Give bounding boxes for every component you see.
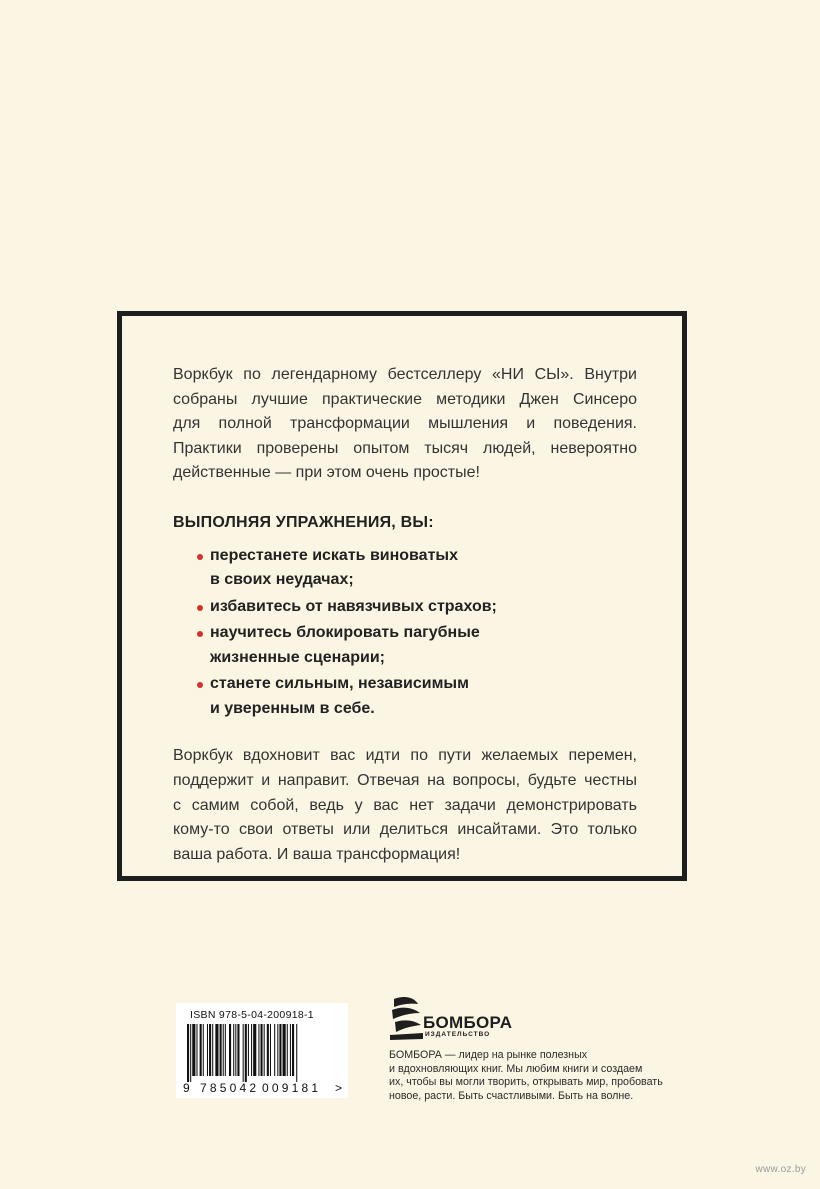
barcode-bar [264,1024,265,1076]
barcode-bar [253,1024,256,1076]
red-bullet-icon [197,682,203,688]
publisher-logo-name: БОМБОРА [423,1013,513,1032]
barcode-bar [274,1024,275,1076]
barcode-bar [287,1024,288,1076]
publisher-about [389,1049,689,1103]
intro-line: Воркбук по легендарному бестселлеру «НИ СЫ». Внутри [173,366,637,383]
barcode-left-digits: 785042 [200,1081,260,1095]
benefit-item: научитесь блокировать пагубные жизненные сценарии; [173,621,637,670]
exercises-heading: ВЫПОЛНЯЯ УПРАЖНЕНИЯ, ВЫ: [173,513,434,531]
barcode-bar [292,1024,294,1076]
barcode-bar [243,1024,244,1082]
barcode-bar [279,1024,281,1076]
publisher-about-line: и вдохновляющих книг. Мы любим книги и создаем [389,1062,643,1075]
barcode-icon [185,1024,341,1082]
barcode-bar [277,1024,278,1076]
barcode-bar [245,1024,247,1082]
closing-paragraph [173,744,637,867]
barcode-lead-digit: 9 [183,1081,190,1095]
barcode-bar [270,1024,271,1076]
barcode-bar [296,1024,297,1082]
barcode-bar [187,1024,189,1082]
barcode-bar [196,1024,197,1076]
barcode-bar [190,1024,191,1082]
barcode-bar [225,1024,226,1076]
barcode-bar [267,1024,269,1076]
barcode-bar [235,1024,236,1076]
barcode-trail-mark: > [335,1081,343,1095]
barcode-bar [237,1024,239,1076]
publisher-about-line: БОМБОРА — лидер на рынке полезных [389,1049,588,1061]
barcode-bar [223,1024,224,1076]
intro-line: действенные — при этом очень простые! [173,464,480,482]
description-content [173,363,637,867]
barcode-bar [207,1024,208,1076]
isbn-barcode [176,1003,348,1098]
barcode-bar [212,1024,213,1076]
intro-line: Практики проверены опытом тысяч людей, невероятно [173,439,637,457]
description-box [117,311,687,881]
publisher-about-line: их, чтобы вы могли творить, открывать мир, пробовать [389,1076,663,1089]
publisher-about-line: новое, расти. Быть счастливыми. Быть на волне. [389,1089,634,1102]
barcode-bar [233,1024,234,1076]
red-bullet-icon [197,554,203,560]
red-bullet-icon [197,605,203,611]
barcode-bar [203,1024,204,1076]
benefit-item: избавитесь от навязчивых страхов; [173,595,637,620]
closing-line: ваша работа. И ваша трансформация! [173,845,461,863]
benefit-item: станете сильным, независимым и уверенным в себе. [173,672,637,721]
publisher-logo-subtitle: ИЗДАТЕЛЬСТВО [425,1031,491,1038]
barcode-bar [200,1024,202,1076]
intro-paragraph [173,363,637,486]
barcode-bar [248,1024,249,1076]
closing-line: Воркбук вдохновит вас идти по пути желаемых перемен, [173,747,637,765]
barcode-bar [215,1024,218,1076]
barcode-bar [258,1024,259,1076]
intro-line: для полной трансформации мышления и поведения. [173,415,637,433]
closing-line: кому-то свои ответы или делиться инсайтами. Это только [173,821,637,839]
closing-line: с самим собой, ведь у вас нет задачи демонстрировать [173,796,637,814]
bombora-logo-icon [390,995,424,1041]
barcode-right-digits: 009181 [262,1081,322,1095]
barcode-bar [261,1024,263,1076]
barcode-bar [220,1024,222,1076]
closing-line: поддержит и направит. Отвечая на вопросы, будьте честны [173,772,637,790]
benefit-item: перестанете искать виноватых в своих неудачах; [173,544,637,593]
red-bullet-icon [197,631,203,637]
barcode-bar [283,1024,286,1076]
barcode-bar [192,1024,195,1076]
barcode-bar [290,1024,291,1076]
barcode-bar [251,1024,252,1076]
isbn-label: ISBN 978-5-04-200918-1 [190,1009,314,1021]
watermark: www.oz.by [755,1164,806,1175]
barcode-bar [229,1024,231,1076]
intro-line: собраны лучшие практические методики Джен Синсеро [173,390,637,408]
barcode-bar [209,1024,211,1076]
benefits-list [173,544,637,722]
